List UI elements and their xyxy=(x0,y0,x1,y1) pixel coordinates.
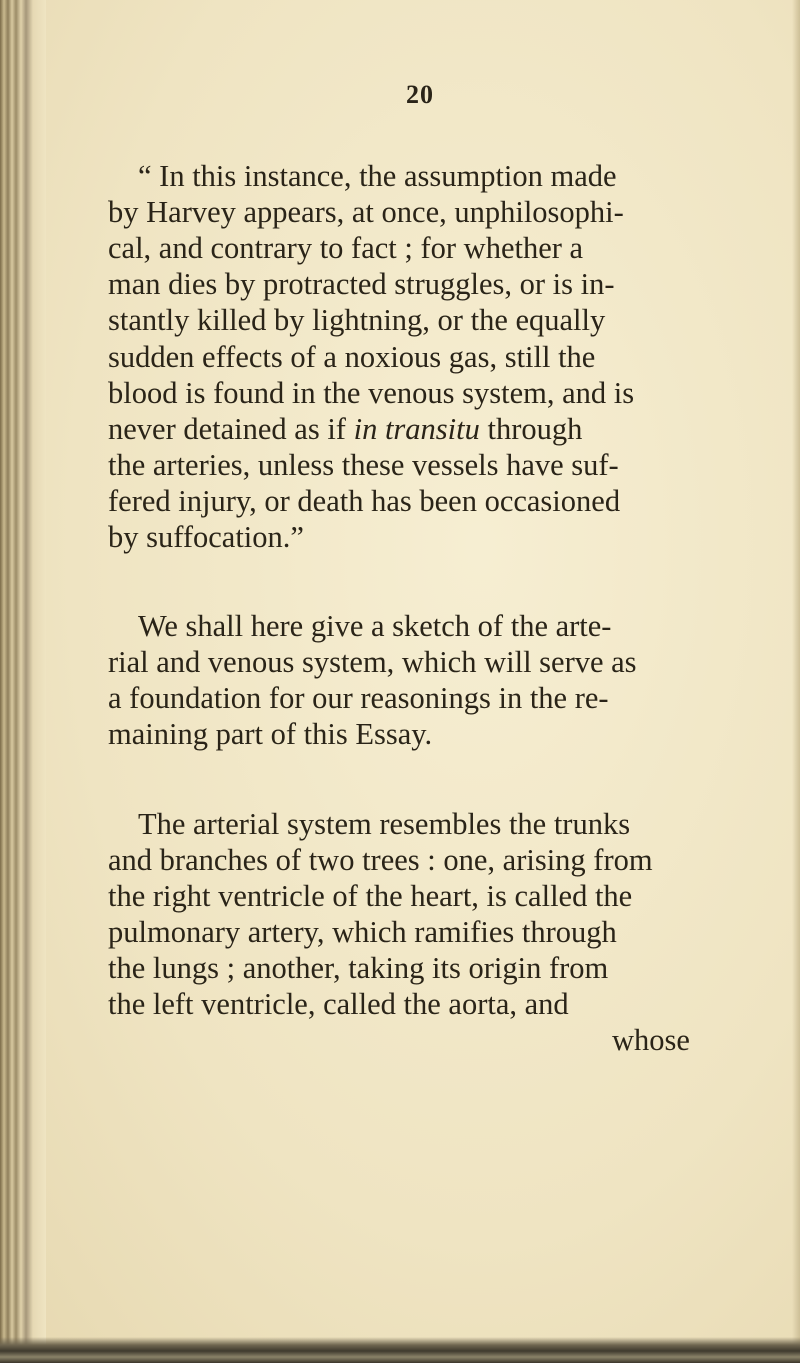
binding-gutter xyxy=(0,0,46,1363)
text-line: stantly killed by lightning, or the equally xyxy=(108,303,606,337)
text-line: “ In this instance, the assumption made xyxy=(138,159,617,193)
text-line: We shall here give a sketch of the arte- xyxy=(138,609,612,643)
text-line: blood is found in the venous system, and is xyxy=(108,376,635,410)
page-right-edge xyxy=(792,0,800,1363)
text-line: rial and venous system, which will serve as xyxy=(108,645,637,679)
page-number: 20 xyxy=(406,80,434,109)
text-segment: through xyxy=(479,412,583,446)
text-line xyxy=(108,411,582,447)
text-line: by suffocation.” xyxy=(108,520,304,554)
catchword: whose xyxy=(612,1023,690,1057)
text-line: cal, and contrary to fact ; for whether a xyxy=(108,231,584,265)
text-line: The arterial system resembles the trunks xyxy=(138,807,631,841)
text-line: man dies by protracted struggles, or is in- xyxy=(108,267,615,301)
text-line: a foundation for our reasonings in the re- xyxy=(108,681,609,715)
text-line: sudden effects of a noxious gas, still the xyxy=(108,340,596,374)
text-line: the lungs ; another, taking its origin from xyxy=(108,951,609,985)
text-line: the arteries, unless these vessels have suf- xyxy=(108,448,619,482)
text-line: the left ventricle, called the aorta, and xyxy=(108,987,569,1021)
text-line: maining part of this Essay. xyxy=(108,717,433,751)
page-bottom-edge xyxy=(0,1337,800,1363)
text-line: by Harvey appears, at once, unphilosophi- xyxy=(108,195,624,229)
text-line: fered injury, or death has been occasioned xyxy=(108,484,621,518)
text-line: and branches of two trees : one, arising from xyxy=(108,843,653,877)
text-line: pulmonary artery, which ramifies through xyxy=(108,915,617,949)
text-line: the right ventricle of the heart, is called the xyxy=(108,879,633,913)
italic-phrase: in transitu xyxy=(353,412,480,446)
text-segment: never detained as if xyxy=(108,412,354,446)
